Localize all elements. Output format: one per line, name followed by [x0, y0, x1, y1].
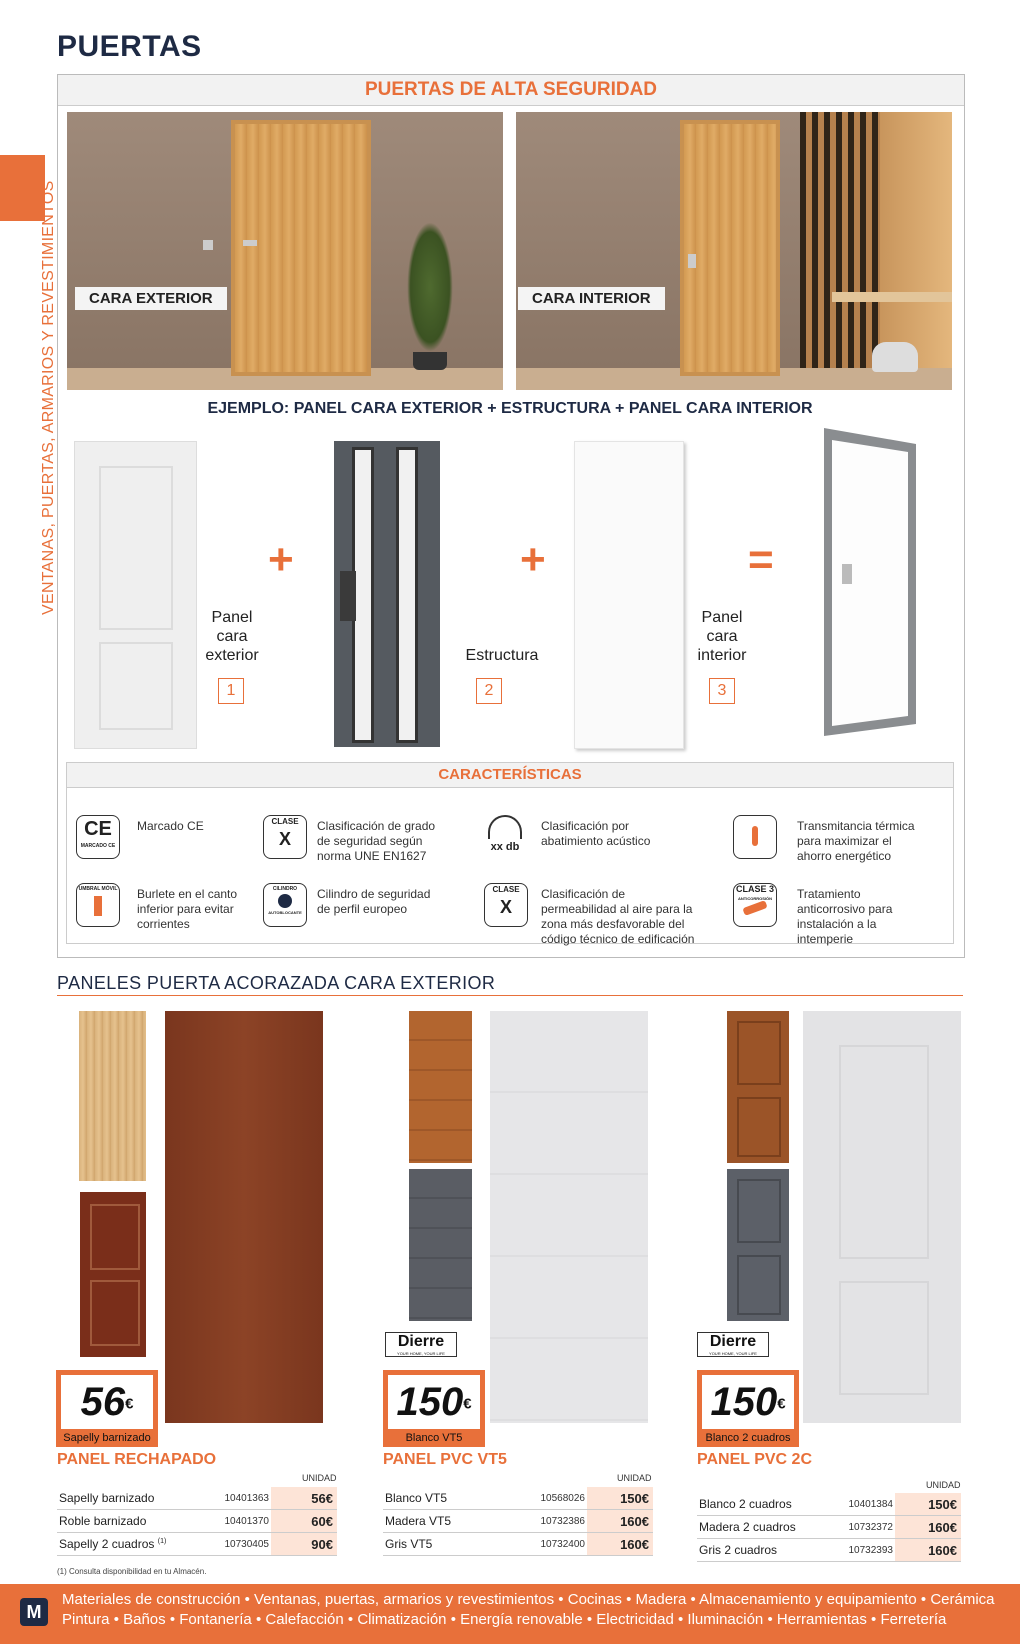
price-table-vt5	[383, 1487, 653, 1556]
cara-exterior-label: CARA EXTERIOR	[75, 287, 227, 310]
side-category-label: VENTANAS, PUERTAS, ARMARIOS Y REVESTIMIENTOS	[40, 180, 57, 615]
swatch-gris-2-cuadros	[727, 1169, 789, 1321]
step-label-2: Estructura	[465, 647, 539, 664]
plus-symbol-1: +	[268, 535, 294, 584]
photo-exterior	[67, 112, 503, 390]
feature-text-ce: Marcado CE	[137, 819, 204, 833]
side-tab	[0, 155, 45, 221]
panel-interior-image	[574, 441, 684, 749]
photo-interior	[516, 112, 952, 390]
unit-label-3: UNIDAD	[926, 1480, 961, 1490]
table-row: Sapelly barnizado 10401363 56€	[57, 1487, 337, 1510]
product-name-2c: PANEL PVC 2C	[697, 1451, 812, 1468]
assembled-door-image	[820, 424, 920, 740]
panel-sapelly-image	[165, 1011, 323, 1423]
price-badge-2c: 150€ Blanco 2 cuadros	[697, 1370, 799, 1447]
table-row: Madera VT5 10732386 160€	[383, 1510, 653, 1533]
price-table-rechapado	[57, 1487, 337, 1556]
table-row: Roble barnizado 10401370 60€	[57, 1510, 337, 1533]
table-row: Blanco VT5 10568026 150€	[383, 1487, 653, 1510]
table-row: Gris VT5 10732400 160€	[383, 1533, 653, 1556]
price-badge-rechapado: 56€ Sapelly barnizado	[56, 1370, 158, 1447]
swatch-roble	[79, 1011, 146, 1181]
security-doors-header: PUERTAS DE ALTA SEGURIDAD	[58, 75, 964, 106]
table-row: Gris 2 cuadros 10732393 160€	[697, 1539, 961, 1562]
table-row: Madera 2 cuadros 10732372 160€	[697, 1516, 961, 1539]
panel-blanco-2-cuadros-image	[803, 1011, 961, 1423]
section-divider	[57, 995, 963, 996]
step-number-1: 1	[218, 678, 244, 704]
thermal-icon	[733, 815, 777, 859]
price-badge-vt5: 150€ Blanco VT5	[383, 1370, 485, 1447]
air-class-icon: CLASE X	[484, 883, 528, 927]
swatch-gris-vt5	[409, 1169, 472, 1321]
dierre-logo-vt5: Dierre YOUR HOME, YOUR LIFE	[385, 1332, 457, 1357]
price-table-2c	[697, 1493, 961, 1562]
dierre-logo-2c: Dierre YOUR HOME, YOUR LIFE	[697, 1332, 769, 1357]
feature-text-threshold: Burlete en el canto inferior para evitar corrientes	[137, 887, 238, 931]
feature-text-acoustic: Clasificación por abatimiento acústico	[541, 819, 651, 848]
product-name-vt5: PANEL PVC VT5	[383, 1451, 507, 1468]
anticorrosion-icon: CLASE 3 ANTICORROSIÓN	[733, 883, 777, 927]
footnote: (1) Consulta disponibilidad en tu Almacén.	[57, 1567, 207, 1576]
swatch-madera-vt5	[409, 1011, 472, 1163]
product-name-rechapado: PANEL RECHAPADO	[57, 1451, 217, 1468]
panels-section-title: PANELES PUERTA ACORAZADA CARA EXTERIOR	[57, 973, 496, 993]
security-class-icon: CLASE X	[263, 815, 307, 859]
step-number-3: 3	[709, 678, 735, 704]
step-number-2: 2	[476, 678, 502, 704]
footer-categories-line-2: Pintura • Baños • Fontanería • Calefacción • Climatización • Energía renovable • Electricidad • Iluminación • Herramientas • Ferretería	[62, 1611, 947, 1628]
swatch-sapelly-2-cuadros	[80, 1192, 146, 1357]
plus-symbol-2: +	[520, 535, 546, 584]
unit-label-2: UNIDAD	[617, 1473, 652, 1483]
step-label-3: Panel cara interior	[697, 609, 747, 664]
table-row: Sapelly 2 cuadros $^{(1)}$ 10730405 90€	[57, 1533, 337, 1556]
panel-blanco-vt5-image	[490, 1011, 648, 1423]
feature-text-anticorrosion: Tratamiento anticorrosivo para instalación a la intemperie	[797, 887, 893, 946]
cara-interior-label: CARA INTERIOR	[518, 287, 665, 310]
structure-image	[334, 441, 440, 747]
equals-symbol: =	[748, 535, 774, 584]
ce-mark-icon: CE MARCADO CE	[76, 815, 120, 859]
swatch-madera-2-cuadros	[727, 1011, 789, 1163]
feature-text-security-class: Clasificación de grado de seguridad según norma UNE EN1627	[317, 819, 436, 863]
page-title: PUERTAS	[57, 30, 202, 63]
cylinder-icon: CILINDRO AUTOBLOCANTE	[263, 883, 307, 927]
threshold-seal-icon: UMBRAL MÓVIL	[76, 883, 120, 927]
panel-exterior-image	[74, 441, 197, 749]
acoustic-icon: xx db	[484, 815, 526, 857]
example-caption: EJEMPLO: PANEL CARA EXTERIOR + ESTRUCTURA + PANEL CARA INTERIOR	[207, 400, 813, 417]
feature-text-thermal: Transmitancia térmica para maximizar el ahorro energético	[797, 819, 915, 863]
table-row: Blanco 2 cuadros 10401384 150€	[697, 1493, 961, 1516]
footer-categories-line-1: Materiales de construcción • Ventanas, puertas, armarios y revestimientos • Cocinas • Madera • Almacenamiento y equipamiento • Cerámica	[62, 1591, 995, 1608]
brand-logo: M	[20, 1598, 48, 1626]
characteristics-header: CARACTERÍSTICAS	[67, 763, 953, 788]
feature-text-cylinder: Cilindro de seguridad de perfil europeo	[317, 887, 431, 916]
feature-text-air-class: Clasificación de permeabilidad al aire para la zona más desfavorable del código técnico de edificación	[541, 887, 695, 946]
unit-label-1: UNIDAD	[302, 1473, 337, 1483]
step-label-1: Panel cara exterior	[205, 609, 259, 664]
